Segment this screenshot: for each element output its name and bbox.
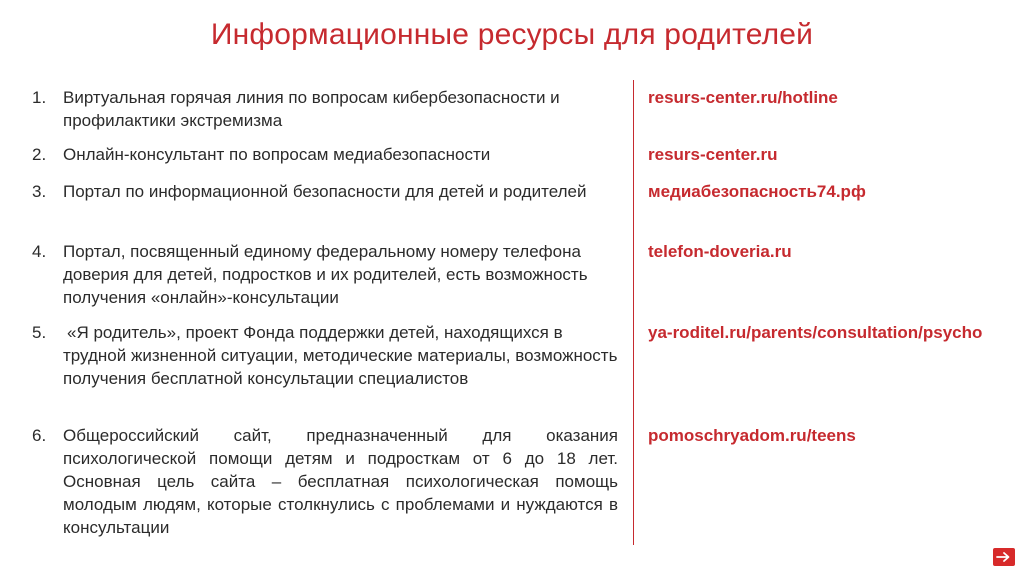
item-description: Онлайн-консультант по вопросам медиабезопасности [63,145,491,164]
next-slide-button[interactable] [993,548,1015,566]
item-number: 5. [32,323,47,342]
item-link[interactable]: ya-roditel.ru/parents/consultation/psycho [648,323,983,342]
item-description: «Я родитель», проект Фонда поддержки детей, находящихся в трудной жизненной ситуации, методические материалы, возможность получения бесплатной консультации специалистов [63,323,618,388]
item-number: 6. [32,426,47,445]
item-description: Портал по информационной безопасности для детей и родителей [63,182,587,201]
page-title: Информационные ресурсы для родителей [210,18,814,51]
item-number: 1. [32,88,47,107]
item-description: Виртуальная горячая линия по вопросам кибербезопасности и профилактики экстремизма [63,88,560,130]
item-link[interactable]: медиабезопасность74.рф [648,182,866,201]
item-link[interactable]: telefon-doveria.ru [648,242,792,261]
item-description: Портал, посвященный единому федеральному номеру телефона доверия для детей, подростков и их родителей, есть возможность получения «онлайн»-консультации [63,242,588,307]
arrow-right-icon [996,551,1012,563]
item-link[interactable]: pomoschryadom.ru/teens [648,426,856,445]
item-number: 3. [32,182,47,201]
item-link[interactable]: resurs-center.ru [648,145,778,164]
column-divider [633,80,634,545]
item-number: 4. [32,242,47,261]
item-link[interactable]: resurs-center.ru/hotline [648,88,838,107]
item-number: 2. [32,145,47,164]
item-description: Общероссийский сайт, предназначенный для оказания психологической помощи детям и подросткам от 6 до 18 лет. Основная цель сайта – бесплатная психологическая помощь молодым людям, которые столкнулись с проблемами и нуждаются в консультации [63,426,618,537]
